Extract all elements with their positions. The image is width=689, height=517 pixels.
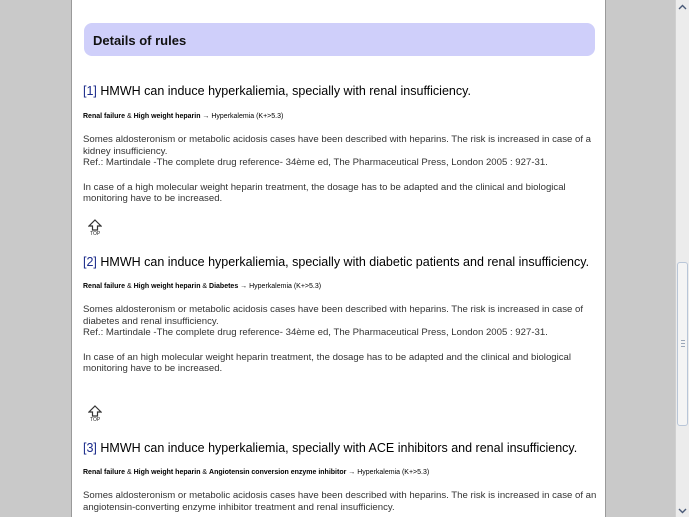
content-page xyxy=(71,0,606,517)
rule-number: [2] xyxy=(83,255,97,269)
rule-number: [1] xyxy=(83,84,97,98)
rule-reference: Ref.: Martindale -The complete drug reference- 34ème ed, The Pharmaceutical Press, London 2005 : 927-31. xyxy=(83,157,548,168)
back-to-top-link[interactable]: TOP xyxy=(88,405,102,423)
rule-conditions: Renal failure & High weight heparin & Diabetes → Hyperkalemia (K+>5.3) xyxy=(83,283,322,290)
rule-title xyxy=(83,255,598,270)
rule-conditions: Renal failure & High weight heparin & Angiotensin conversion enzyme inhibitor → Hyperkalemia (K+>5.3) xyxy=(83,469,430,476)
rule-1 xyxy=(83,84,598,205)
rule-2 xyxy=(83,255,598,375)
rule-reference: Ref.: Martindale -The complete drug reference- 34ème ed, The Pharmaceutical Press, London 2005 : 927-31. xyxy=(83,327,548,338)
rule-title xyxy=(83,441,598,456)
scroll-down-button[interactable] xyxy=(676,504,689,517)
chevron-down-icon xyxy=(678,508,687,514)
rule-conditions: Renal failure & High weight heparin → Hyperkalemia (K+>5.3) xyxy=(83,113,284,120)
rule-recommendation: In case of a high molecular weight heparin treatment, the dosage has to be adapted and the clinical and biological monitoring have to be increased. xyxy=(83,181,566,204)
rule-title-text: HMWH can induce hyperkaliemia, specially with renal insufficiency. xyxy=(100,84,471,98)
vertical-scrollbar[interactable] xyxy=(675,0,689,517)
up-arrow-icon xyxy=(88,219,102,231)
details-header xyxy=(84,23,595,56)
rule-description: Somes aldosteronism or metabolic acidosis cases have been described with heparins. The risk is increased in case of diabetes and renal insufficiency. Ref.: Martindale -The complete drug reference- 34ème ed, The Pharmaceutical Press, London 2005 : 927-31. xyxy=(83,304,584,338)
rule-description: Somes aldosteronism or metabolic acidosis cases have been described with heparins. The risk is increased in case of an angiotensin-converting enzyme inhibitor treatment and renal insufficiency. xyxy=(83,490,597,513)
rule-title xyxy=(83,84,598,99)
rule-recommendation: In case of an high molecular weight heparin treatment, the dosage has to be adapted and the clinical and biological monitoring have to be increased. xyxy=(83,351,572,374)
scrollbar-thumb[interactable] xyxy=(677,262,688,426)
rule-title-text: HMWH can induce hyperkaliemia, specially with ACE inhibitors and renal insufficiency. xyxy=(100,441,578,455)
rule-number: [3] xyxy=(83,441,97,455)
rule-description: Somes aldosteronism or metabolic acidosis cases have been described with heparins. The risk is increased in case of a kidney insufficiency. Ref.: Martindale -The complete drug reference- 34ème ed, The Pharmaceutical Press, London 2005 : 927-31. xyxy=(83,134,592,168)
rule-3 xyxy=(83,441,598,513)
back-to-top-link[interactable]: TOP xyxy=(88,219,102,237)
up-arrow-icon xyxy=(88,405,102,417)
details-title: Details of rules xyxy=(93,33,187,48)
chevron-up-icon xyxy=(678,4,687,10)
scroll-up-button[interactable] xyxy=(676,0,689,13)
rule-title-text: HMWH can induce hyperkaliemia, specially with diabetic patients and renal insufficiency. xyxy=(100,255,590,269)
